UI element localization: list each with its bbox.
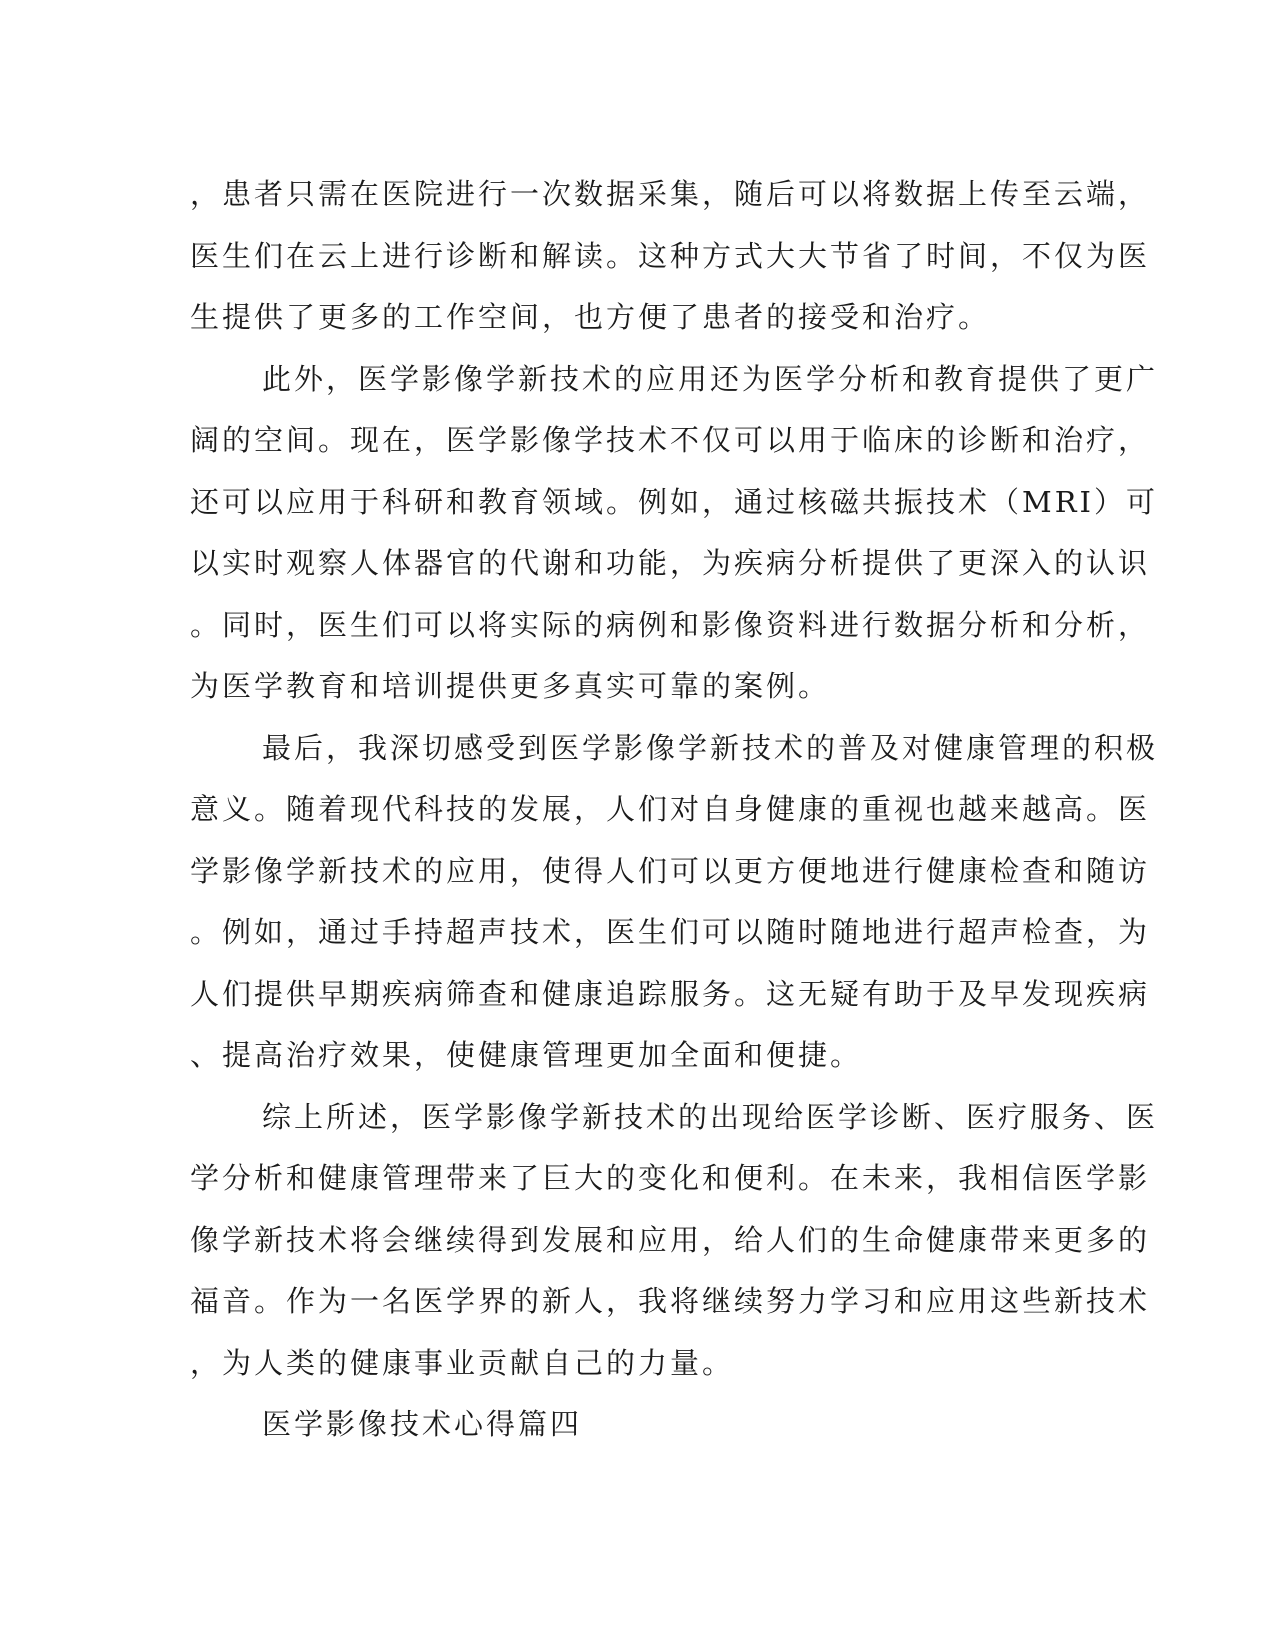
section-heading: 医学影像技术心得篇四 (262, 1407, 583, 1441)
text-line: 学分析和健康管理带来了巨大的变化和便利。在未来，我相信医学影 (190, 1161, 1151, 1195)
text-line: 为医学教育和培训提供更多真实可靠的案例。 (190, 669, 831, 703)
text-line: 。同时，医生们可以将实际的病例和影像资料进行数据分析和分析， (190, 607, 1151, 642)
text-line: 阔的空间。现在，医学影像学技术不仅可以用于临床的诊断和治疗， (190, 423, 1151, 457)
text-line: 生提供了更多的工作空间，也方便了患者的接受和治疗。 (190, 300, 991, 334)
text-line: ，为人类的健康事业贡献自己的力量。 (190, 1345, 735, 1380)
text-line: 人们提供早期疾病筛查和健康追踪服务。这无疑有助于及早发现疾病 (190, 976, 1151, 1011)
text-line: 医生们在云上进行诊断和解读。这种方式大大节省了时间，不仅为医 (190, 238, 1151, 273)
text-line: 像学新技术将会继续得到发展和应用，给人们的生命健康带来更多的 (190, 1222, 1151, 1257)
text-line: ，患者只需在医院进行一次数据采集，随后可以将数据上传至云端， (190, 177, 1151, 211)
text-line: 、提高治疗效果，使健康管理更加全面和便捷。 (190, 1038, 863, 1072)
paragraph-start-line: 最后，我深切感受到医学影像学新技术的普及对健康管理的积极 (262, 730, 1159, 765)
paragraph-start-line: 综上所述，医学影像学新技术的出现给医学诊断、医疗服务、医 (262, 1099, 1159, 1134)
body-text (190, 164, 1159, 1456)
text-line: 学影像学新技术的应用，使得人们可以更方便地进行健康检查和随访 (190, 853, 1151, 888)
paragraph-start-line: 此外，医学影像学新技术的应用还为医学分析和教育提供了更广 (262, 361, 1159, 396)
text-line: 还可以应用于科研和教育领域。例如，通过核磁共振技术（MRI）可 (190, 484, 1158, 519)
text-line: 。例如，通过手持超声技术，医生们可以随时随地进行超声检查，为 (190, 915, 1151, 949)
text-line: 福音。作为一名医学界的新人，我将继续努力学习和应用这些新技术 (190, 1284, 1151, 1318)
text-line: 意义。随着现代科技的发展，人们对自身健康的重视也越来越高。医 (190, 792, 1151, 826)
text-line: 以实时观察人体器官的代谢和功能，为疾病分析提供了更深入的认识 (190, 546, 1151, 580)
